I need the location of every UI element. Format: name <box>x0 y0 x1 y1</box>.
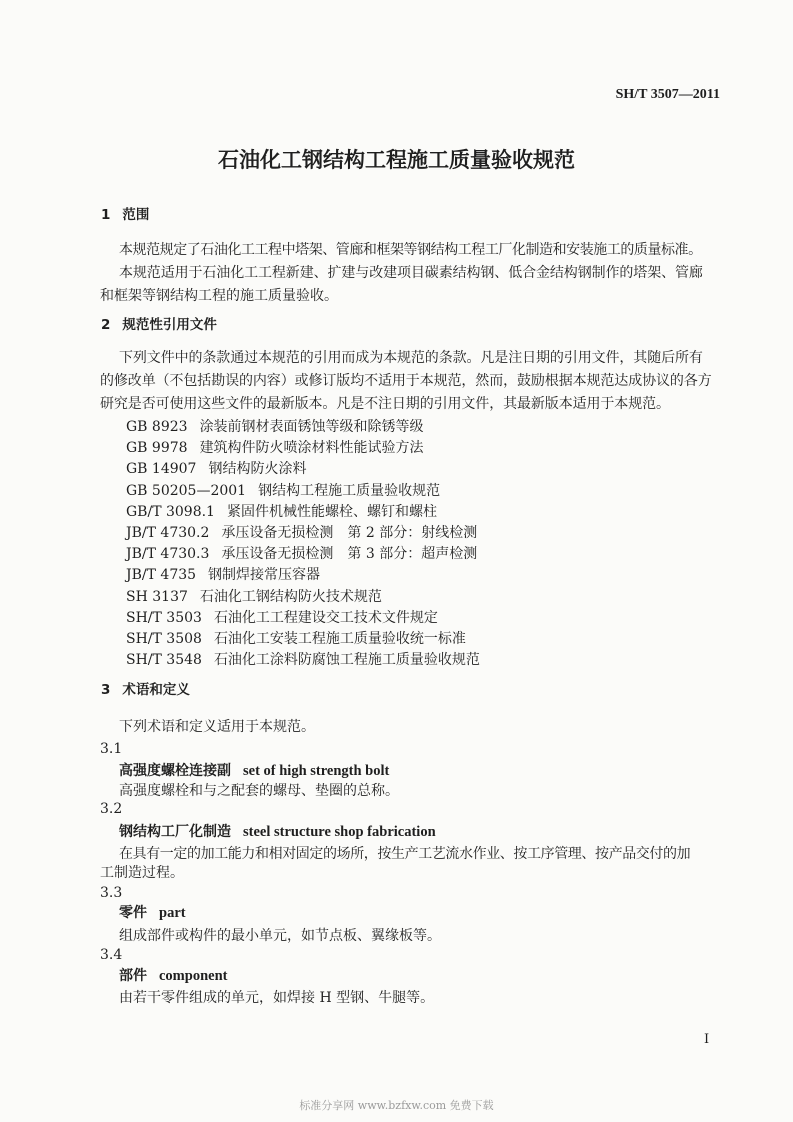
watermark-footer: 标准分享网 www.bzfxw.com 免费下载 <box>299 1099 494 1112</box>
paragraph: 下列术语和定义适用于本规范。 <box>119 719 315 735</box>
reference-item <box>126 482 440 500</box>
term-number: 3.4 <box>100 947 123 963</box>
reference-code: JB/T 4735 <box>126 567 197 584</box>
reference-title: 石油化工钢结构防火技术规范 <box>199 588 382 605</box>
term-definition: 高强度螺栓和与之配套的螺母、垫圈的总称。 <box>119 783 399 799</box>
paragraph: 本规范规定了石油化工工程中塔架、管廊和框架等钢结构工程工厂化制造和安装施工的质量标准。 <box>119 242 702 258</box>
reference-item <box>126 545 477 563</box>
reference-item <box>126 651 480 669</box>
reference-code: SH/T 3503 <box>126 609 202 626</box>
term-zh: 高强度螺栓连接副 <box>119 763 231 779</box>
reference-code: SH/T 3548 <box>126 652 202 669</box>
term-en: part <box>159 905 186 921</box>
section-title: 规范性引用文件 <box>122 317 217 333</box>
reference-item <box>126 609 438 627</box>
standard-number: SH/T 3507—2011 <box>615 87 720 102</box>
reference-item <box>126 588 382 606</box>
term-definition: 组成部件或构件的最小单元，如节点板、翼缘板等。 <box>119 928 441 944</box>
reference-item <box>126 460 306 478</box>
reference-item <box>126 566 320 584</box>
term-definition: 在具有一定的加工能力和相对固定的场所，按生产工艺流水作业、按工序管理、按产品交付的加 <box>119 846 691 862</box>
section-title: 术语和定义 <box>122 682 190 698</box>
reference-title: 钢结构防火涂料 <box>208 461 307 478</box>
reference-title: 石油化工工程建设交工技术文件规定 <box>213 609 438 626</box>
reference-title: 紧固件机械性能螺栓、螺钉和螺柱 <box>226 503 437 520</box>
term-en: set of high strength bolt <box>243 763 390 779</box>
section-2-heading <box>101 316 217 334</box>
reference-item <box>126 418 424 436</box>
term-heading <box>119 904 186 922</box>
page-title: 石油化工钢结构工程施工质量验收规范 <box>218 148 575 172</box>
term-en: component <box>159 968 228 984</box>
reference-title: 建筑构件防火喷涂材料性能试验方法 <box>199 440 424 457</box>
term-zh: 钢结构工厂化制造 <box>119 824 231 840</box>
reference-title: 石油化工安装工程施工质量验收统一标准 <box>213 631 466 647</box>
term-zh: 零件 <box>119 905 147 921</box>
term-definition: 由若干零件组成的单元，如焊接 H 型钢、牛腿等。 <box>119 990 435 1006</box>
section-title: 范围 <box>122 207 150 223</box>
reference-code: SH/T 3508 <box>126 631 202 647</box>
section-number: 1 <box>101 207 111 223</box>
term-number: 3.2 <box>100 801 123 817</box>
reference-title: 涂装前钢材表面锈蚀等级和除锈等级 <box>199 419 424 435</box>
term-heading <box>119 762 389 780</box>
reference-code: GB 50205—2001 <box>126 482 247 499</box>
reference-title: 承压设备无损检测 第 2 部分：射线检测 <box>221 525 478 541</box>
reference-title: 钢结构工程施工质量验收规范 <box>258 482 441 499</box>
term-heading <box>119 967 227 985</box>
reference-code: JB/T 4730.2 <box>126 525 210 541</box>
page-number: I <box>704 1032 710 1047</box>
reference-item <box>126 503 437 521</box>
reference-code: GB 8923 <box>126 419 188 435</box>
paragraph: 和框架等钢结构工程的施工质量验收。 <box>100 288 338 304</box>
term-zh: 部件 <box>119 968 147 984</box>
paragraph: 本规范适用于石油化工工程新建、扩建与改建项目碳素结构钢、低合金结构钢制作的塔架、管廊 <box>119 265 703 281</box>
reference-title: 钢制焊接常压容器 <box>208 567 321 584</box>
reference-code: GB 9978 <box>126 440 188 457</box>
reference-code: SH 3137 <box>126 588 188 605</box>
paragraph: 下列文件中的条款通过本规范的引用而成为本规范的条款。凡是注日期的引用文件，其随后所有 <box>119 350 703 366</box>
section-number: 2 <box>101 317 111 333</box>
reference-title: 石油化工涂料防腐蚀工程施工质量验收规范 <box>213 652 480 669</box>
term-number: 3.3 <box>100 885 123 901</box>
section-3-heading <box>101 681 190 699</box>
section-number: 3 <box>101 682 111 698</box>
paragraph: 的修改单（不包括勘误的内容）或修订版均不适用于本规范，然而，鼓励根据本规范达成协议的各方 <box>100 373 712 389</box>
reference-item <box>126 630 466 648</box>
reference-title: 承压设备无损检测 第 3 部分：超声检测 <box>221 546 478 563</box>
reference-item <box>126 439 424 457</box>
reference-code: GB 14907 <box>126 461 197 478</box>
reference-item <box>126 524 477 542</box>
reference-code: GB/T 3098.1 <box>126 503 215 520</box>
term-heading <box>119 823 436 841</box>
term-en: steel structure shop fabrication <box>243 824 436 840</box>
reference-code: JB/T 4730.3 <box>126 546 210 563</box>
section-1-heading <box>101 206 149 224</box>
term-number: 3.1 <box>100 741 123 757</box>
paragraph: 研究是否可使用这些文件的最新版本。凡是不注日期的引用文件，其最新版本适用于本规范。 <box>100 396 670 412</box>
term-definition-continued: 工制造过程。 <box>100 865 184 881</box>
